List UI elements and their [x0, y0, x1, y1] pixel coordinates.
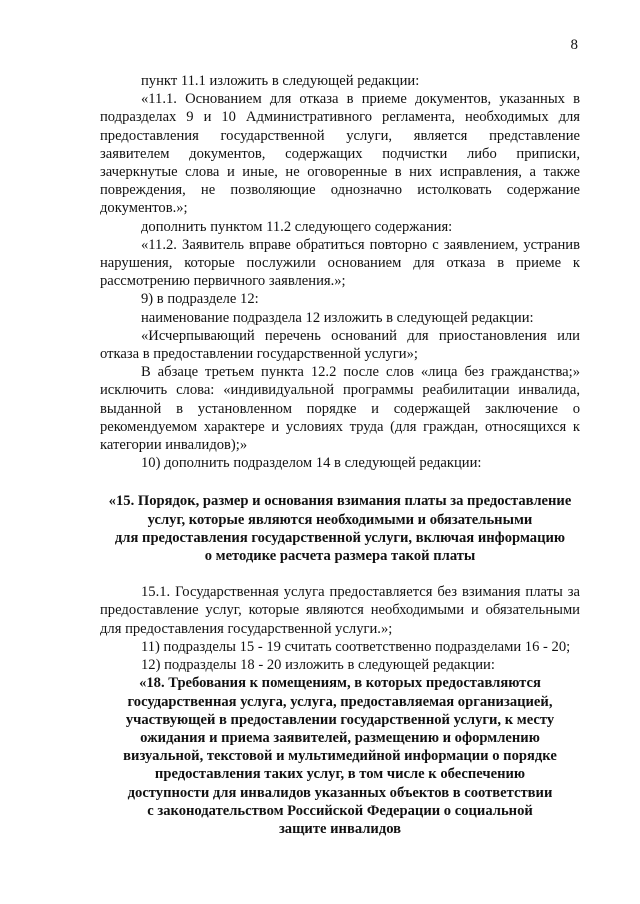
heading-line: государственная услуга, услуга, предоставляемая организацией,: [127, 693, 553, 710]
heading-line: участвующей в предоставлении государственной услуги, к месту: [125, 711, 555, 728]
paragraph-15-1: 15.1. Государственная услуга предоставляется без взимания платы за предоставление услуг, которые являются необходимыми и обязательными для предоставления государственной услуги.»;: [100, 584, 580, 637]
paragraph-item-11: 11) подразделы 15 - 19 считать соответственно подразделами 16 - 20;: [141, 638, 571, 655]
heading-line: «15. Порядок, размер и основания взимания платы за предоставление: [108, 493, 572, 510]
paragraph-11-2-intro: дополнить пунктом 11.2 следующего содержания:: [141, 218, 453, 235]
heading-line: ожидания и приема заявителей, размещению и оформлению: [140, 729, 540, 746]
paragraph-11-1-text: «11.1. Основанием для отказа в приеме документов, указанных в подразделах 9 и 10 Административного регламента, необходимых для предоставления государственной услуги, является представление заявителем документов, содержащих подчистки либо приписки, зачеркнутые слова и иные, не оговоренные в них исправления, а также повреждения, не позволяющие однозначно истолковать содержание документов.»;: [100, 91, 580, 217]
heading-line: с законодательством Российской Федерации о социальной: [147, 802, 533, 819]
paragraph-11-1-intro: пункт 11.1 изложить в следующей редакции:: [141, 73, 420, 89]
heading-line: защите инвалидов: [278, 820, 402, 837]
paragraph-12-2-amendment: В абзаце третьем пункта 12.2 после слов «лица без гражданства;» исключить слова: «индивидуальной программы реабилитации инвалида, выданной в установленном порядке и содержащей заключение о рекомендуемом характере и условиях труда (для граждан, относящихся к категории инвалидов);»: [100, 364, 580, 454]
paragraph-subsection-12-title: «Исчерпывающий перечень оснований для приостановления или отказа в предоставлении государственной услуги»;: [100, 327, 580, 363]
spacer: [100, 565, 580, 583]
paragraph-subsection-12-title-intro: наименование подраздела 12 изложить в следующей редакции:: [141, 309, 534, 326]
document-body: [100, 72, 580, 838]
heading-line: «18. Требования к помещениям, в которых предоставляются: [139, 675, 541, 692]
paragraph-item-9: 9) в подразделе 12:: [141, 291, 259, 308]
heading-line: о методике расчета размера такой платы: [204, 548, 476, 565]
paragraph-item-10: 10) дополнить подразделом 14 в следующей редакции:: [141, 455, 482, 472]
heading-line: услуг, которые являются необходимыми и обязательными: [147, 511, 533, 528]
heading-line: визуальной, текстовой и мультимедийной информации о порядке: [123, 748, 557, 765]
heading-line: для предоставления государственной услуги, включая информацию: [114, 529, 566, 546]
heading-line: предоставления таких услуг, в том числе к обеспечению: [154, 766, 526, 783]
page-number: 8: [570, 37, 578, 53]
heading-line: доступности для инвалидов указанных объектов в соответствии: [127, 784, 553, 801]
paragraph-11-2-text: «11.2. Заявитель вправе обратиться повторно с заявлением, устранив нарушения, которые послужили основанием для отказа в приеме к рассмотрению первичного заявления.»;: [100, 236, 580, 290]
section-15-heading: [100, 492, 580, 565]
paragraph-item-12: 12) подразделы 18 - 20 изложить в следующей редакции:: [141, 657, 495, 674]
spacer: [100, 472, 580, 492]
section-18-heading: [100, 674, 580, 838]
